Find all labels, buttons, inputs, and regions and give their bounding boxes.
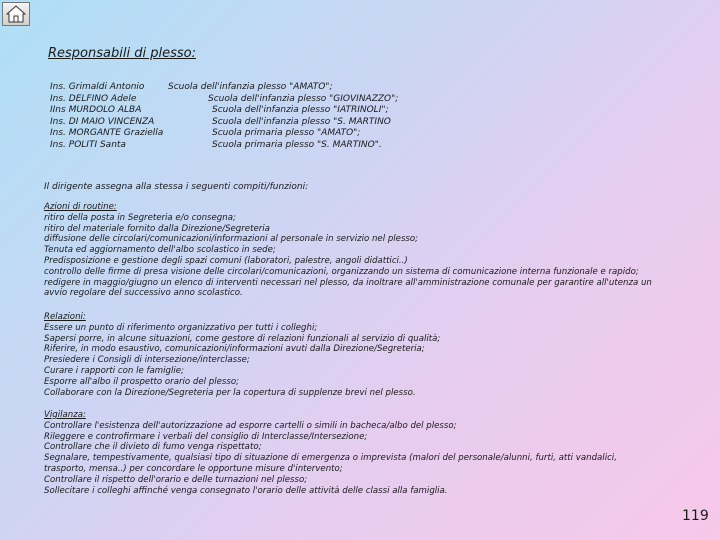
section-line: Riferire, in modo esaustivo, comunicazioni/informazioni avuti dalla Direzione/Segreteria; <box>44 344 425 355</box>
staff-school: Scuola dell'infanzia plesso "AMATO"; <box>168 82 333 92</box>
section-line: Controllare il rispetto dell'orario e delle turnazioni nel plesso; <box>44 474 308 485</box>
staff-name: IIns MURDOLO ALBA <box>50 105 142 116</box>
intro-text: Il dirigente assegna alla stessa i seguenti compiti/funzioni: <box>44 182 309 192</box>
page-title: Responsabili di plesso: <box>48 46 196 61</box>
section-line: controllo delle firme di presa visione delle circolari/comunicazioni, organizzando un sistema di comunicazione interna funzionale e rapido; <box>44 266 639 277</box>
section-heading: Azioni di routine: <box>44 202 117 212</box>
section-line: Controllare l'esistenza dell'autorizzazione ad esporre cartelli o simili in bacheca/albo del plesso; <box>44 420 457 431</box>
staff-name: Ins. POLITI Santa <box>50 139 126 150</box>
staff-school: Scuola primaria plesso "AMATO"; <box>212 128 361 139</box>
section-line: Controllare che il divieto di fumo venga rispettato; <box>44 442 262 453</box>
section-line: Rileggere e controfirmare i verbali del consiglio di Interclasse/Intersezione; <box>44 431 368 442</box>
section-line: redigere in maggio/giugno un elenco di interventi necessari nel plesso, da inoltrare all'amministrazione comunale per garantire all'utenza un <box>44 277 652 288</box>
section-line: Predisposizione e gestione degli spazi comuni (laboratori, palestre, angoli didattici..) <box>44 255 408 266</box>
staff-names-column <box>50 82 163 152</box>
staff-name: Ins. Grimaldi Antonio <box>50 82 145 92</box>
section-line: Segnalare, tempestivamente, qualsiasi tipo di situazione di emergenza o imprevista (malori del personale/alunni, furti, atti vandalici, <box>44 453 617 464</box>
section-line: Sapersi porre, in alcune situazioni, come gestore di relazioni funzionali al servizio di qualità; <box>44 333 441 344</box>
home-button[interactable] <box>2 2 30 26</box>
section-line: avvio regolare del successivo anno scolastico. <box>44 288 243 299</box>
staff-school: Scuola dell'infanzia plesso "IATRINOLI"; <box>212 105 389 116</box>
section-heading: Relazioni: <box>44 312 86 322</box>
staff-name: Ins. DI MAIO VINCENZA <box>50 116 155 127</box>
staff-schools-column <box>168 82 398 152</box>
section-line: Collaborare con la Direzione/Segreteria per la copertura di supplenze brevi nel plesso. <box>44 387 416 398</box>
section-line: Essere un punto di riferimento organizzativo per tutti i colleghi; <box>44 322 318 333</box>
home-icon <box>6 5 26 23</box>
staff-name: Ins. MORGANTE Graziella <box>50 128 164 139</box>
section-line: Tenuta ed aggiornamento dell'albo scolastico in sede; <box>44 245 276 256</box>
section-line: Sollecitare i colleghi affinché venga consegnato l'orario delle attività delle classi alla famiglia. <box>44 485 448 496</box>
staff-school: Scuola dell'infanzia plesso "GIOVINAZZO"; <box>208 93 399 104</box>
section-line: Esporre all'albo il prospetto orario del plesso; <box>44 376 239 387</box>
section-line: trasporto, mensa..) per concordare le opportune misure d'intervento; <box>44 463 343 474</box>
section-line: ritiro del materiale fornito dalla Direzione/Segreteria <box>44 223 270 234</box>
relations-section <box>44 312 684 398</box>
section-heading: Vigilanza: <box>44 410 86 420</box>
routine-section <box>44 202 684 299</box>
section-line: Curare i rapporti con le famiglie; <box>44 365 184 376</box>
section-line: Presiedere i Consigli di intersezione/interclasse; <box>44 355 250 366</box>
vigilance-section <box>44 410 684 496</box>
staff-school: Scuola primaria plesso "S. MARTINO". <box>212 139 382 150</box>
staff-name: Ins. DELFINO Adele <box>50 93 137 104</box>
section-line: ritiro della posta in Segreteria e/o consegna; <box>44 212 236 223</box>
page-number: 119 <box>682 508 709 524</box>
section-line: diffusione delle circolari/comunicazioni/informazioni al personale in servizio nel plesso; <box>44 234 419 245</box>
staff-school: Scuola dell'infanzia plesso "S. MARTINO <box>212 116 391 127</box>
